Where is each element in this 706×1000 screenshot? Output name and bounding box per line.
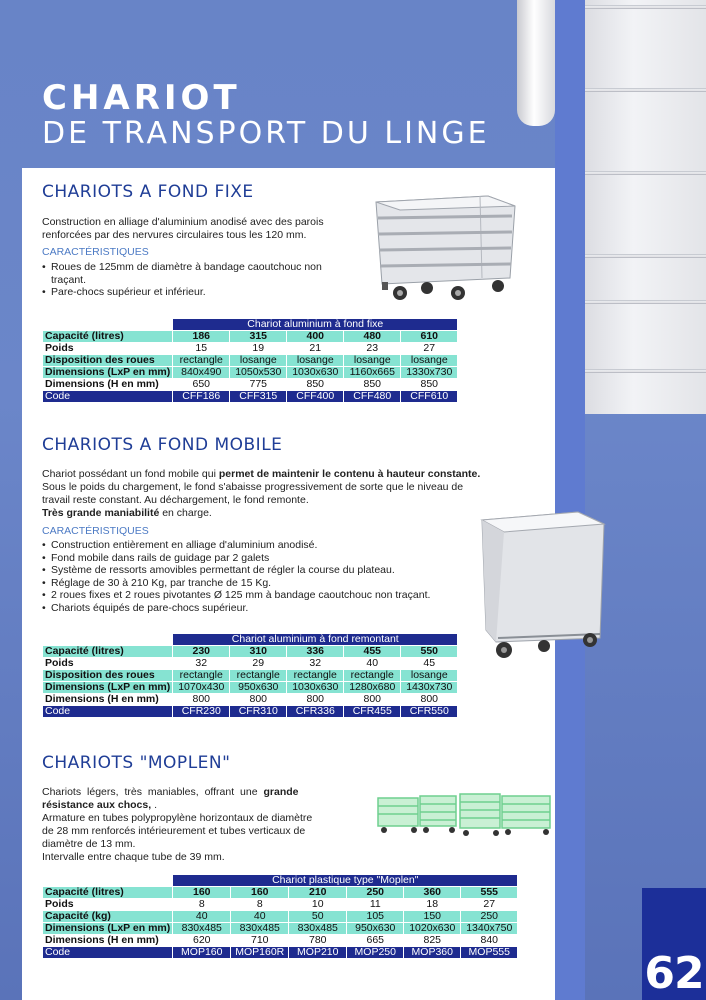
table-row: Code CFF186 CFF315 CFF400 CFF480 CFF610 — [43, 391, 458, 403]
list-item: • Chariots équipés de pare-chocs supérieur. — [42, 602, 482, 615]
table-row: Dimensions (LxP en mm) 840x490 1050x530 1030x630 1160x665 1330x730 — [43, 367, 458, 379]
table-row: Dimensions (H en mm) 650 775 850 850 850 — [43, 379, 458, 391]
section2-bullets — [42, 539, 482, 614]
table-row: Disposition des roues rectangle losange losange losange losange — [43, 355, 458, 367]
table-row: Disposition des roues rectangle rectangle rectangle rectangle losange — [43, 670, 458, 682]
wall-rail — [585, 300, 706, 304]
wall-rail — [585, 254, 706, 258]
table-row: Dimensions (H en mm) 620 710 780 665 825 840 — [43, 935, 518, 947]
table-row: Code CFR230 CFR310 CFR336 CFR455 CFR550 — [43, 706, 458, 718]
table-row: Poids 15 19 21 23 27 — [43, 343, 458, 355]
page-number: 62 — [644, 948, 704, 999]
table-row: Capacité (litres) 160 160 210 250 360 555 — [43, 887, 518, 899]
table-caption: Chariot plastique type "Moplen" — [173, 875, 518, 887]
wall-rail — [585, 171, 706, 175]
section-title-fond-mobile: CHARIOTS A FOND MOBILE — [42, 435, 283, 455]
table-caption: Chariot aluminium à fond fixe — [173, 319, 458, 331]
blue-strip — [555, 0, 585, 1000]
list-item: • Construction entièrement en alliage d'aluminium anodisé. — [42, 539, 482, 552]
spec-table-fond-fixe — [42, 318, 458, 403]
section-title-fond-fixe: CHARIOTS A FOND FIXE — [42, 182, 254, 202]
list-item: • 2 roues fixes et 2 roues pivotantes Ø 125 mm à bandage caoutchouc non traçant. — [42, 589, 482, 602]
page-subtitle: DE TRANSPORT DU LINGE — [42, 116, 490, 151]
table-row: Poids 32 29 32 40 45 — [43, 658, 458, 670]
pipe-image — [517, 0, 555, 126]
table-row: Dimensions (LxP en mm) 830x485 830x485 830x485 950x630 1020x630 1340x750 — [43, 923, 518, 935]
wall-rail — [585, 369, 706, 373]
wall-panel-image — [585, 0, 706, 414]
table-row: Capacité (litres) 186 315 400 480 610 — [43, 331, 458, 343]
table-row: Dimensions (H en mm) 800 800 800 800 800 — [43, 694, 458, 706]
section1-description: Construction en alliage d'aluminium anodisé avec des parois renforcées par des nervures circulaires tous les 120 mm. — [42, 216, 324, 241]
table-row: Capacité (litres) 230 310 336 455 550 — [43, 646, 458, 658]
moplen-carts-image — [376, 790, 554, 842]
table-row: Code MOP160 MOP160R MOP210 MOP250 MOP360 MOP555 — [43, 947, 518, 959]
wall-rail — [585, 5, 706, 9]
list-item: • Réglage de 30 à 210 Kg, par tranche de 15 Kg. — [42, 577, 482, 590]
table-row: Dimensions (LxP en mm) 1070x430 950x630 1030x630 1280x680 1430x730 — [43, 682, 458, 694]
table-row: Capacité (kg) 40 40 50 105 150 250 — [43, 911, 518, 923]
table-caption: Chariot aluminium à fond remontant — [173, 634, 458, 646]
section2-description: Chariot possédant un fond mobile qui permet de maintenir le contenu à hauteur constante. Sous le poids du chargement, le fond s'abaisse progressivement de sorte que le niveau de travail reste constant. Au déchargement, le fond remonte. Très grande maniabilité en charge. — [42, 468, 481, 519]
list-item: • Fond mobile dans rails de guidage par 2 galets — [42, 552, 482, 565]
spec-table-moplen — [42, 874, 518, 959]
section2-carac-label: CARACTÉRISTIQUES — [42, 525, 149, 537]
section-title-moplen: CHARIOTS "MOPLEN" — [42, 753, 231, 773]
section1-carac-label: CARACTÉRISTIQUES — [42, 246, 149, 258]
aluminium-cart-image — [370, 186, 520, 304]
section1-bullets — [42, 261, 372, 299]
wall-rail — [585, 88, 706, 92]
list-item: • Pare-chocs supérieur et inférieur. — [42, 286, 372, 299]
mobile-bottom-cart-image — [478, 510, 606, 662]
page-title: CHARIOT — [42, 78, 241, 118]
table-row: Poids 8 8 10 11 18 27 — [43, 899, 518, 911]
list-item: • Système de ressorts amovibles permettant de régler la course du plateau. — [42, 564, 482, 577]
spec-table-fond-mobile — [42, 633, 458, 718]
list-item: • Roues de 125mm de diamètre à bandage caoutchouc non — [42, 261, 372, 274]
list-item: traçant. — [51, 273, 87, 286]
section3-description: Chariots légers, très maniables, offrant une grande résistance aux chocs, . Armature en tubes polypropylène horizontaux de diamètre de 28 mm renforcés intérieurement et tubes verticaux de diamètre de 13 mm. Intervalle entre chaque tube de 39 mm. — [42, 786, 313, 863]
